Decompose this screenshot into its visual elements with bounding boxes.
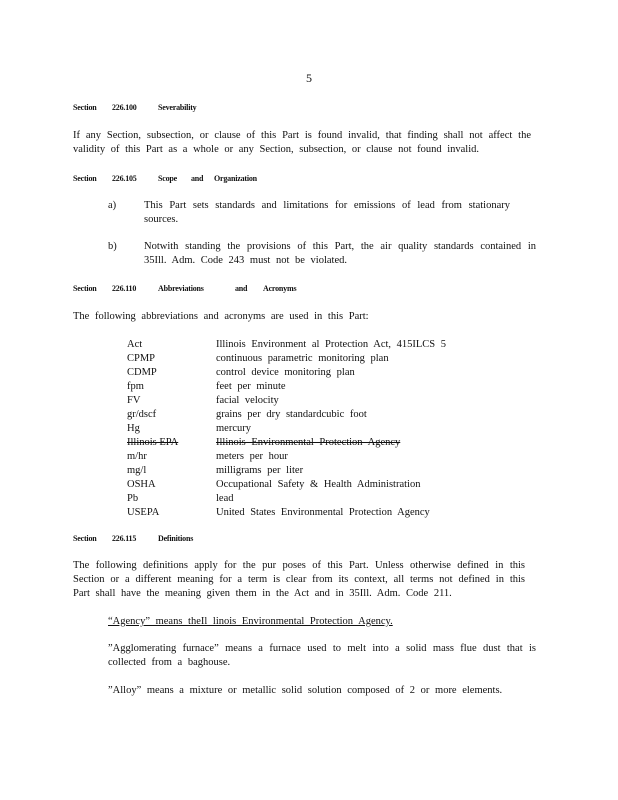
scope-item-b (108, 240, 536, 268)
section-title-word: and (235, 284, 248, 293)
definitions-intro: The following definitions apply for the pur poses of this Part. Unless otherwise defined in this Section or a different meaning for a term is clear from its context, all terms not defined in this Part shall have the meaning given them in the Act and in 35Ill. Adm. Code 211. (73, 560, 525, 599)
abbreviation-meaning: Illinois Environmental Protection Agency (216, 437, 401, 448)
abbreviation: OSHA (127, 479, 156, 490)
section-label: Section (73, 534, 97, 543)
abbreviation-meaning: Illinois Environment al Protection Act, 415ILCS 5 (216, 339, 447, 350)
item-text: This Part sets standards and limitations for emissions of lead from stationary sources. (144, 200, 510, 225)
definition-agency: “Agency” means theIl linois Environmental Protection Agency. (108, 616, 393, 627)
abbreviation-meaning: milligrams per liter (216, 465, 304, 476)
section-title-word: Organization (214, 174, 257, 183)
abbreviation: fpm (127, 381, 144, 392)
section-title-word: and (191, 174, 204, 183)
abbreviation-meaning: facial velocity (216, 395, 279, 406)
item-text: Notwith standing the provisions of this Part, the air quality standards contained in 35Ill. Adm. Code 243 must not be violated. (144, 241, 536, 266)
abbreviation: m/hr (127, 451, 147, 462)
abbreviation-meaning: grains per dry standardcubic foot (216, 409, 367, 420)
abbreviation-meaning: control device monitoring plan (216, 367, 355, 378)
abbreviation: CDMP (127, 367, 157, 378)
abbreviation: Act (127, 339, 143, 350)
definition-agglomerating-furnace: ”Agglomerating furnace” means a furnace used to melt into a solid mass flue dust that is collected from a baghouse. (108, 643, 536, 668)
severability-paragraph: If any Section, subsection, or clause of this Part is found invalid, that finding shall not affect the validity of this Part as a whole or any Section, subsection, or clause not found invalid. (73, 130, 531, 155)
section-title-word: Scope (158, 174, 178, 183)
abbreviation-meaning: meters per hour (216, 451, 288, 462)
section-title: Definitions (158, 534, 194, 543)
abbreviation-meaning: United States Environmental Protection Agency (216, 507, 430, 518)
section-title-word: Acronyms (263, 284, 297, 293)
abbreviation-meaning: feet per minute (216, 381, 286, 392)
section-title: Severability (158, 103, 197, 112)
abbreviation-meaning: mercury (216, 423, 251, 434)
abbreviation: Illinois EPA (127, 437, 179, 448)
section-number: 226.110 (112, 284, 137, 293)
abbreviation: FV (127, 395, 141, 406)
item-label: b) (108, 241, 117, 252)
abbreviation: gr/dscf (127, 409, 157, 420)
page-number: 5 (306, 71, 312, 85)
abbreviation: USEPA (127, 507, 160, 518)
abbreviation: CPMP (127, 353, 156, 364)
section-number: 226.115 (112, 534, 137, 543)
section-number: 226.100 (112, 103, 137, 112)
section-title-word: Abbreviations (158, 284, 204, 293)
abbreviation: Pb (127, 493, 139, 504)
abbreviation: Hg (127, 423, 140, 434)
section-number: 226.105 (112, 174, 137, 183)
abbreviation-meaning: continuous parametric monitoring plan (216, 353, 389, 364)
section-label: Section (73, 103, 97, 112)
abbreviations-intro: The following abbreviations and acronyms are used in this Part: (73, 311, 369, 322)
abbreviation: mg/l (127, 465, 147, 476)
definition-alloy: ”Alloy” means a mixture or metallic solid solution composed of 2 or more elements. (108, 685, 503, 696)
abbreviation-meaning: Occupational Safety & Health Administration (216, 479, 421, 490)
abbreviation-meaning: lead (216, 493, 234, 504)
section-label: Section (73, 174, 97, 183)
item-label: a) (108, 200, 117, 211)
section-label: Section (73, 284, 97, 293)
scope-item-a (108, 199, 536, 227)
